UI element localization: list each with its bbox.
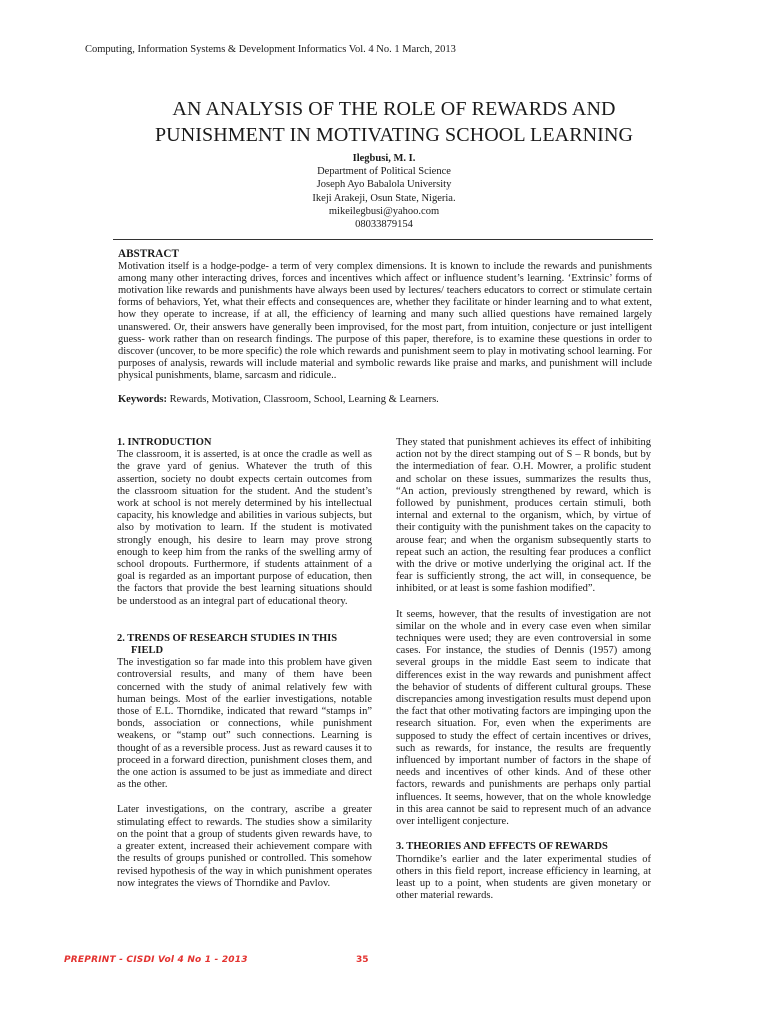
page-number: 35 bbox=[356, 955, 369, 965]
footer-preprint-label: PREPRINT - CISDI Vol 4 No 1 - 2013 bbox=[64, 955, 248, 965]
author-department: Department of Political Science bbox=[317, 166, 451, 178]
title-line-2: PUNISHMENT IN MOTIVATING SCHOOL LEARNING bbox=[154, 124, 634, 146]
keywords-line bbox=[118, 394, 652, 406]
spacer bbox=[117, 608, 372, 633]
abstract-divider bbox=[113, 239, 653, 240]
section-heading-trends bbox=[117, 633, 372, 657]
keywords-text: Rewards, Motivation, Classroom, School, Learning & Learners. bbox=[169, 394, 439, 406]
author-email: mikeilegbusi@yahoo.com bbox=[328, 205, 440, 217]
right-paragraph-2: It seems, however, that the results of investigation are not similar on the whole and in every case even when similar techniques were used; they are even controversial in some cases. For instance, the studies of Dennis (1957) among several groups in the middle East seem to indicate that differences exist in the way rewards and punishment affect the behavior of students of different cultural groups. These discrepancies among investigation results must depend upon the fact that other motivating factors are impinging upon the research situation. For, even when the experiments are supposed to study the effect of certain incentives or drives, such as rewards, for instance, the results are frequently influenced by important number of factors in the shape of needs and incentives of other kinds. And of these other factors, rewards and punishments are perhaps only partial influences. It seems, however, that on the whole knowledge in this area cannot be said to represent much of an advance over intelligent conjecture. bbox=[396, 608, 651, 828]
abstract-section bbox=[118, 248, 652, 406]
spacer bbox=[117, 791, 372, 804]
abstract-heading: ABSTRACT bbox=[118, 248, 179, 260]
right-paragraph-1: They stated that punishment achieves its effect of inhibiting action not by the direct stamping out of S – R bonds, but by the intermediation of fear. O.H. Mowrer, a prolific student and scholar on these issues, summarizes the results thus, “An action, previously strengthened by reward, which is followed by punishment, produces certain stimuli, both internal and external to the organism, which, by virtue of their contiguity with the punishment takes on the capacity to arouse fear; and when the organism subsequently starts to repeat such an action, the resulting fear produces a conflict with the drive or motive underlying the original act. If the fear is sufficiently strong, the act will, in consequence, be inhibited, or at least is some fashion modified”. bbox=[396, 437, 651, 595]
theories-paragraph: Thorndike’s earlier and the later experimental studies of others in this field report, increase efficiency in learning, at least up to a point, when students are given monetary or other material rewards. bbox=[396, 853, 651, 902]
left-column bbox=[117, 437, 372, 890]
author-phone: 08033879154 bbox=[355, 219, 413, 231]
title-line-1: AN ANALYSIS OF THE ROLE OF REWARDS AND bbox=[172, 98, 616, 120]
author-address: Ikeji Arakeji, Osun State, Nigeria. bbox=[312, 192, 456, 204]
journal-header: Computing, Information Systems & Development Informatics Vol. 4 No. 1 March, 2013 bbox=[85, 44, 456, 55]
right-column bbox=[396, 437, 651, 902]
keywords-label: Keywords: bbox=[118, 394, 167, 406]
spacer bbox=[396, 828, 651, 841]
section-heading-introduction: 1. INTRODUCTION bbox=[117, 437, 212, 448]
section-heading-theories: 3. THEORIES AND EFFECTS OF REWARDS bbox=[396, 841, 608, 853]
trends-paragraph-2: Later investigations, on the contrary, ascribe a greater stimulating effect to rewards. The studies show a similarity on the point that a group of students given rewards have, to a greater extent, increased their achievement compare with the results of groups punished or controlled. This somehow revised hypothesis of the way in which punishment operates now integrates the views of Thorndike and Pavlov. bbox=[117, 804, 372, 889]
trends-paragraph-1: The investigation so far made into this problem have given controversial results, and many of them have been concerned with the study of animal relatively few with human beings. Most of the earlier investigations, notable those of E.L. Thorndike, indicated that reward “stamps in” bonds, association or connections, while punishment weakens, or “stamp out” such connections. Learning is thought of as a reversible process. Just as reward causes it to proceed in a forward direction, punishment closes them, and the one action is assumed to be just as immediate and direct as the other. bbox=[117, 657, 372, 791]
author-name: Ilegbusi, M. I. bbox=[352, 153, 416, 164]
paper-title bbox=[110, 96, 678, 148]
author-university: Joseph Ayo Babalola University bbox=[316, 179, 452, 191]
trends-heading-line-2: FIELD bbox=[131, 645, 164, 657]
trends-heading-line-1: 2. TRENDS OF RESEARCH STUDIES IN THIS bbox=[117, 632, 338, 644]
abstract-body: Motivation itself is a hodge-podge- a term of very complex dimensions. It is known to include the rewards and punishments among many other interacting drives, forces and incentives which affect or influence student’s learning. ‘Extrinsic’ forms of motivation like rewards and punishments have always been used by lectures/ teachers educators to correct or stimulate certain forms of behaviors, Yet, what their effects and consequences are, whether they facilitate or hinder learning and to what extent, how they operate to increase, if at all, the efficiency of learning and many such allied questions have remained largely unanswered. Or, their answers have generally been improvised, for the most part, from intuition, conjecture or just intelligent guess- work rather than on research findings. The purpose of this paper, therefore, is to examine these questions in order to discover (uncover, to be more specific) the role which rewards and punishment seem to play in motivating school learning. For purposes of analysis, rewards will include material and symbolic rewards like praise and marks, and punishment will include physical punishments, blame, sarcasm and ridicule.. bbox=[118, 261, 652, 381]
introduction-paragraph: The classroom, it is asserted, is at once the cradle as well as the grave yard of genius. Whatever the truth of this assertion, society no doubt expects certain outcomes from the classroom situation for the student. And the student’s work at school is not merely determined by his intellectual capacity, his knowledge and abilities in various subjects, but also by motivation to learn. If the student is motivated strongly enough, his desire to learn may prove strong enough to keep him from the ranks of the swelling army of school dropouts. Furthermore, if students attainment of a goal is regarded as an important purpose of education, then the factors that provide the best learning situations should be understood as an integral part of educational theory. bbox=[117, 449, 372, 607]
author-block bbox=[200, 152, 568, 231]
spacer bbox=[396, 596, 651, 609]
